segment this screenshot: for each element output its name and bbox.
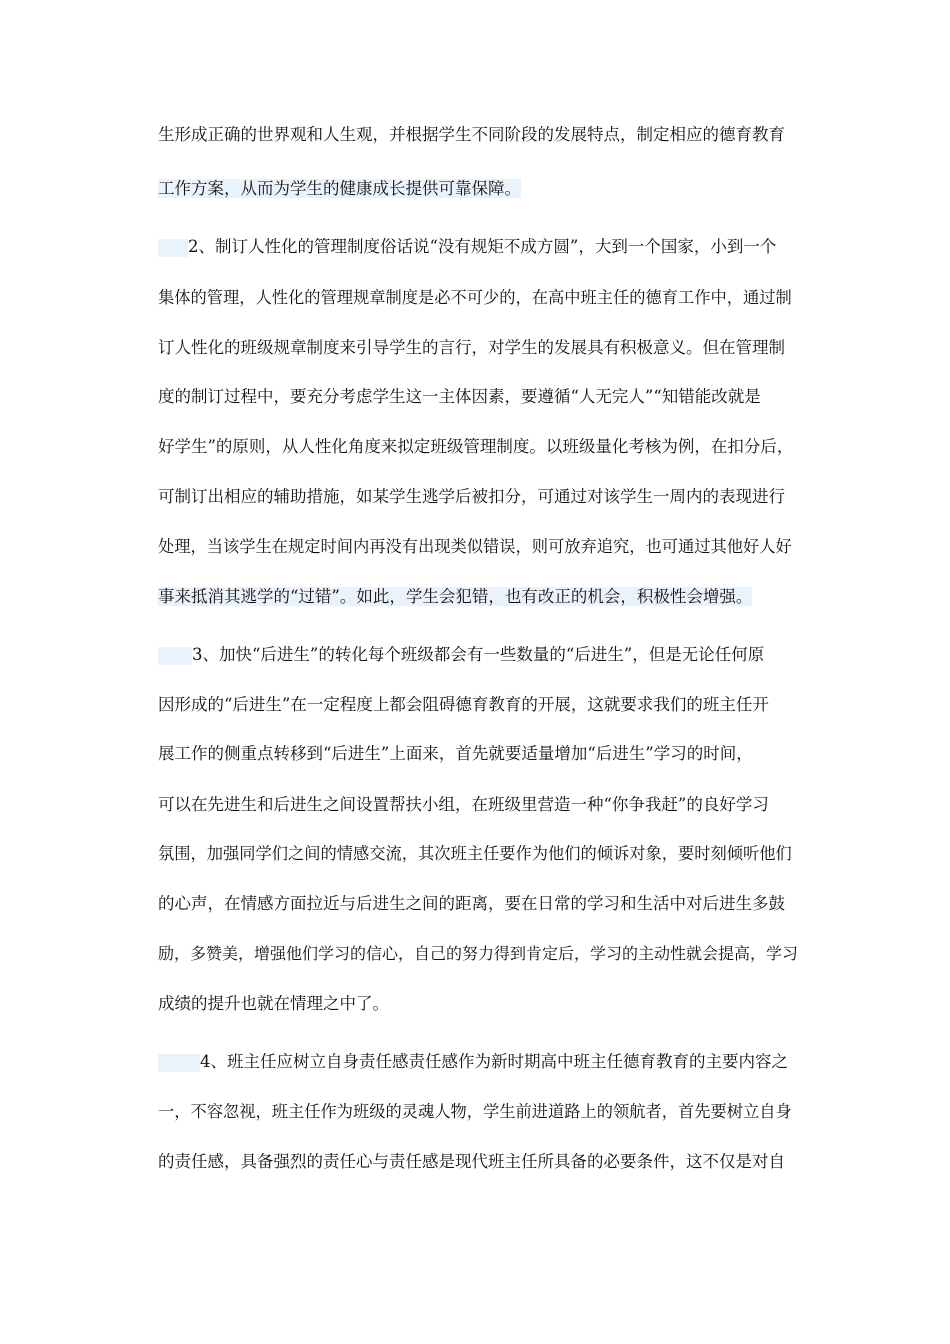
text-line [158,386,798,408]
line-text: 工作方案，从而为学生的健康成长提供可靠保障。 [158,179,521,198]
text-line [158,586,798,608]
paragraph-2-first-line [158,236,798,258]
line-text: 展工作的侧重点转移到“后进生”上面来，首先就要适量增加“后进生”学习的时间， [158,744,753,763]
text-line [158,993,798,1015]
paragraph-3-first-line [158,644,798,666]
line-text: 生形成正确的世界观和人生观，并根据学生不同阶段的发展特点，制定相应的德育教育 [158,125,785,144]
text-line [158,893,798,915]
line-text: 氛围，加强同学们之间的情感交流，其次班主任要作为他们的倾诉对象，要时刻倾听他们 [158,844,792,863]
line-text: 的责任感，具备强烈的责任心与责任感是现代班主任所具备的必要条件，这不仅是对自 [158,1152,785,1171]
text-line [158,843,798,865]
text-line [158,536,798,558]
text-line [158,124,798,146]
line-text: 订人性化的班级规章制度来引导学生的言行，对学生的发展具有积极意义。但在管理制 [158,338,785,357]
text-line [158,287,798,309]
text-line [158,743,798,765]
line-text: 因形成的“后进生”在一定程度上都会阻碍德育教育的开展，这就要求我们的班主任开 [158,695,769,714]
indent-highlight [158,647,192,665]
line-text: 3、加快“后进生”的转化每个班级都会有一些数量的“后进生”，但是无论任何原 [192,645,765,664]
text-line [158,1101,798,1123]
text-line [158,1151,798,1173]
line-text: 2、制订人性化的管理制度俗话说“没有规矩不成方圆”，大到一个国家，小到一个 [188,237,777,256]
text-line [158,943,798,965]
text-line [158,694,798,716]
line-text: 一，不容忽视，班主任作为班级的灵魂人物，学生前进道路上的领航者，首先要树立自身 [158,1102,792,1121]
indent-highlight [158,239,188,257]
line-text: 成绩的提升也就在情理之中了。 [158,994,389,1013]
paragraph-4-first-line [158,1051,798,1073]
line-text: 可制订出相应的辅助措施，如某学生逃学后被扣分，可通过对该学生一周内的表现进行 [158,487,785,506]
line-text: 集体的管理，人性化的管理规章制度是必不可少的，在高中班主任的德育工作中，通过制 [158,288,792,307]
text-line [158,337,798,359]
text-line [158,436,798,458]
line-text: 度的制订过程中，要充分考虑学生这一主体因素，要遵循“人无完人”“知错能改就是 [158,387,761,406]
line-text: 事来抵消其逃学的“过错”。如此，学生会犯错，也有改正的机会，积极性会增强。 [158,587,753,606]
text-line [158,178,798,200]
line-text: 好学生”的原则，从人性化角度来拟定班级管理制度。以班级量化考核为例，在扣分后， [158,437,794,456]
line-text: 可以在先进生和后进生之间设置帮扶小组，在班级里营造一种“你争我赶”的良好学习 [158,795,769,814]
line-text: 处理，当该学生在规定时间内再没有出现类似错误，则可放弃追究，也可通过其他好人好 [158,537,792,556]
text-line [158,486,798,508]
line-text: 励，多赞美，增强他们学习的信心，自己的努力得到肯定后，学习的主动性就会提高，学习 [158,944,798,963]
line-text: 的心声，在情感方面拉近与后进生之间的距离，要在日常的学习和生活中对后进生多鼓 [158,894,785,913]
indent-highlight [158,1054,200,1072]
text-line [158,794,798,816]
line-text: 4、班主任应树立自身责任感责任感作为新时期高中班主任德育教育的主要内容之 [200,1052,788,1071]
